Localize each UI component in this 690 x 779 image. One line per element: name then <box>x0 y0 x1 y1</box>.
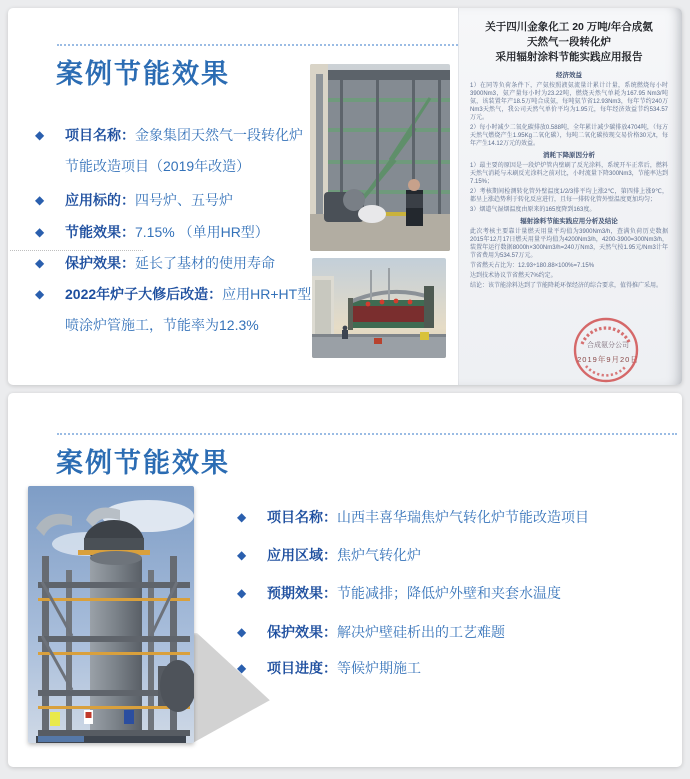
doc-heading-economics: 经济效益 <box>556 72 582 79</box>
doc-title-line1: 关于四川金象化工 20 万吨/年合成氨 <box>485 21 653 33</box>
bullet-value-line2: 喷涂炉管施工，节能率为12.3% <box>65 317 259 333</box>
stamp-date-text: 2019年9月20日 <box>577 355 639 364</box>
diamond-bullet-icon: ◆ <box>237 586 247 600</box>
bullet-label: 保护效果： <box>267 624 337 640</box>
factory-gate-illustration <box>312 258 446 358</box>
bullet-label: 保护效果： <box>65 255 135 271</box>
slide-card-bottom <box>8 393 682 767</box>
doc-title-line2: 天然气一段转化炉 <box>527 36 611 48</box>
bullet-value: 焦炉气转化炉 <box>337 547 421 563</box>
doc-paragraph: 结论：该节能涂料达到了节能降耗环保经济的综合要求，值得推广采用。 <box>470 283 663 289</box>
doc-heading-analysis: 消耗下降原因分析 <box>543 152 595 159</box>
bullet-value: 应用HR+HT型 <box>222 286 312 302</box>
doc-title-line3: 采用辐射涂料节能实践应用报告 <box>495 51 643 63</box>
bullet-label: 应用区域： <box>267 547 337 563</box>
diamond-bullet-icon: ◆ <box>237 625 247 639</box>
reactor-tower-photo <box>28 486 194 743</box>
bullet-value-line2: 节能改造项目（2019年改造） <box>65 158 251 174</box>
doc-paragraph: 1）在同等负荷条件下，产氨按照液氨流量计累计计量，系统燃烧每小时3900Nm3，氨产量每小时为23.22吨，燃烧天然气单耗为167.95 Nm3/吨氨，该装置年产18.5万吨合成氨，每吨氨节省12.93Nm3，每年节约240万Nm3天然气，我公司天然气单价平均为1.95元，每年经济效益节约534.57万元。 <box>470 83 668 121</box>
diamond-bullet-icon: ◆ <box>237 510 247 524</box>
list-item <box>35 279 311 341</box>
page-title: 案例节能效果 <box>56 448 230 478</box>
bullet-label: 项目名称： <box>65 127 135 143</box>
reactor-tower-illustration <box>28 486 194 743</box>
bullet-label: 项目名称： <box>267 509 337 525</box>
bullet-value: 延长了基材的使用寿命 <box>135 255 275 271</box>
diamond-bullet-icon: ◆ <box>35 193 45 207</box>
list-item <box>237 501 589 533</box>
list-item <box>35 120 303 182</box>
doc-paragraph: 3）烟道气湿烟温度由原来的165度降到163度。 <box>470 207 596 213</box>
bullet-label: 应用标的： <box>65 192 135 208</box>
doc-paragraph: 2）每小时减少二氧化碳排放0.588吨，全年累计减少碳排放4704吨，（每方天然气燃烧产生1.95Kg二氧化碳），每吨二氧化碳按现交易价格30元/t，每年产生14.12万元的效益。 <box>470 125 668 147</box>
bullet-label: 预期效果： <box>267 585 337 601</box>
slide-card-top <box>8 8 682 385</box>
factory-gate-photo <box>312 258 446 358</box>
list-item <box>237 577 561 609</box>
diamond-bullet-icon: ◆ <box>35 256 45 270</box>
red-seal-icon <box>572 314 640 385</box>
diamond-bullet-icon: ◆ <box>35 287 45 301</box>
diamond-bullet-icon: ◆ <box>237 548 247 562</box>
bullet-value: 山西丰喜华瑞焦炉气转化炉节能改造项目 <box>337 509 589 525</box>
bullet-value: 节能减排；降低炉外壁和夹套水温度 <box>337 585 561 601</box>
diamond-bullet-icon: ◆ <box>237 661 247 675</box>
doc-paragraph: 节省燃天占比为：12.93÷180.88×100%=7.15% <box>470 263 595 269</box>
doc-paragraph: 此次考核主要靠计量燃天用量平均值为3900Nm3/h，查满负荷历史数据2015年12月17日燃天用量平均值为4200Nm3/h，4200-3900=300Nm3/h，装置年运行数据8000h×300Nm3/h=240万Nm3，天然气按1.95元/Nm3计年节省费用为534.57万元。 <box>470 229 668 259</box>
bullet-value: 等候炉期施工 <box>337 660 421 676</box>
bullet-value: 解决炉壁硅析出的工艺难题 <box>337 624 505 640</box>
diamond-bullet-icon: ◆ <box>35 128 45 142</box>
doc-paragraph: 达到技术协议节省燃天7%约定。 <box>470 273 557 279</box>
page-title: 案例节能效果 <box>56 59 230 89</box>
diamond-bullet-icon: ◆ <box>35 225 45 239</box>
title-dotted-rule <box>57 433 677 435</box>
doc-paragraph: 2）考核期间检测转化管外壁温度1/2/3排平均上涨2℃，第四排上涨9℃，都呈上涨趋势利于转化反应进行，且每一排转化管外壁温度更加均匀； <box>470 189 668 203</box>
report-document <box>458 8 682 385</box>
bullet-label: 项目进度： <box>267 660 337 676</box>
bullet-value: 金象集团天然气一段转化炉 <box>135 127 303 143</box>
stamp-unit-text: 合成氨分公司 <box>587 342 629 349</box>
bullet-label: 2022年炉子大修后改造： <box>65 286 223 302</box>
furnace-photo-illustration <box>310 64 450 251</box>
bullet-label: 节能效果： <box>65 224 135 240</box>
doc-heading-conclusion: 辐射涂料节能实践应用分析及结论 <box>520 218 618 225</box>
official-stamp <box>558 314 654 385</box>
list-item <box>237 616 505 648</box>
list-item <box>35 185 233 216</box>
bullet-value: 7.15% （单用HR型） <box>135 224 269 240</box>
list-item <box>237 539 421 571</box>
furnace-photo <box>310 64 450 251</box>
list-item <box>35 248 275 279</box>
doc-paragraph: 1）最主要的原因是一段炉炉管内壁刷了反光涂料，系统开车正常后，燃料天然气消耗与未刷反光涂料之前对比，小时流量下降300Nm3，节能率达到7.15%； <box>470 163 668 185</box>
bullet-value: 四号炉、五号炉 <box>135 192 233 208</box>
list-item <box>35 217 269 248</box>
list-item <box>237 652 421 684</box>
